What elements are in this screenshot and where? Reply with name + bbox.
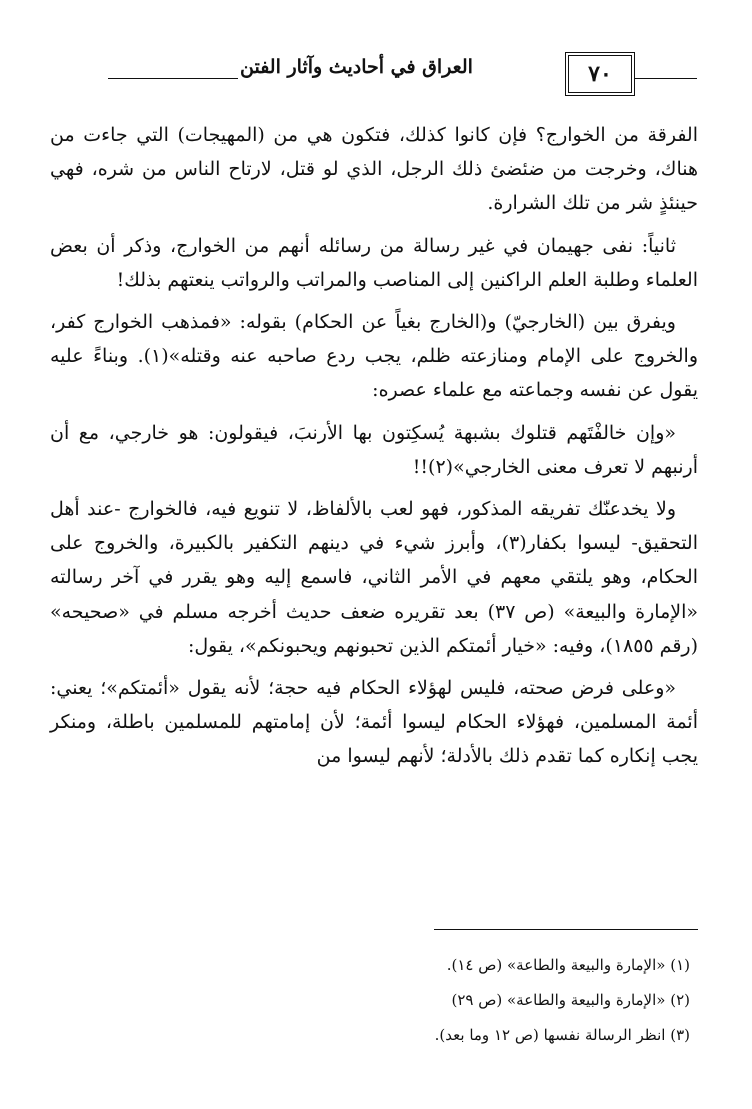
paragraph: ويفرق بين (الخارجيّ) و(الخارج بغياً عن الحكام) بقوله: «فمذهب الخوارج كفر، والخروج على الإمام ومنازعته ظلم، يجب ردع صاحبه عنه وقتله»(١). وبناءً عليه يقول عن نفسه وجماعته مع علماء عصره: <box>50 311 699 402</box>
header-rule-left <box>108 78 238 79</box>
main-text <box>50 118 698 782</box>
paragraph: ثانياً: نفى جهيمان في غير رسالة من رسائله أنهم من الخوارج، وذكر أن بعض العلماء وطلبة العلم الراكنين إلى المناصب والمراتب والرواتب ينعتهم بذلك! <box>50 234 698 291</box>
footnote-divider <box>434 929 698 930</box>
footnote: (٢) «الإمارة والبيعة والطاعة» (ص ٢٩) <box>451 991 690 1009</box>
paragraph: ولا يخدعنّك تفريقه المذكور، فهو لعب بالألفاظ، لا تنويع فيه، فالخوارج -عند أهل التحقيق- ليسوا بكفار(٣)، وأبرز شيء في دينهم التكفير بالكبيرة، والخروج على الحكام، وهو يلتقي معهم في الأمر الثاني، فاسمع إليه وهو يقرر في آخر رسالته «الإمارة والبيعة» (ص ٣٧) بعد تقريره ضعف حديث أخرجه مسلم في «صحيحه» (رقم ١٨٥٥)، وفيه: «خيار أئمتكم الذين تحبونهم ويحبونكم»، يقول: <box>50 498 698 657</box>
page-number: ٧٠ <box>568 55 632 93</box>
header-rule-right <box>635 78 697 79</box>
page-header <box>0 50 752 102</box>
paragraph: الفرقة من الخوارج؟ فإن كانوا كذلك، فتكون هي من (المهيجات) التي جاءت من هناك، وخرجت من ضئضئ ذلك الرجل، الذي لو قتل، لارتاح الناس من شره، فهي حينئذٍ شر من تلك الشرارة. <box>50 124 698 215</box>
running-title: العراق في أحاديث وآثار الفتن <box>240 56 473 78</box>
footnote: (٣) انظر الرسالة نفسها (ص ١٢ وما بعد). <box>434 1026 690 1044</box>
paragraph: «وعلى فرض صحته، فليس لهؤلاء الحكام فيه حجة؛ لأنه يقول «أئمتكم»؛ يعني: أئمة المسلمين، فهؤلاء الحكام ليسوا أئمة؛ لأن إمامتهم للمسلمين باطلة، ومنكر يجب إنكاره كما تقدم ذلك بالأدلة؛ لأنهم ليسوا من <box>50 677 698 768</box>
footnotes <box>50 948 690 1053</box>
footnote: (١) «الإمارة والبيعة والطاعة» (ص ١٤). <box>446 956 690 974</box>
paragraph: «وإن خالفْتَهم قتلوك بشبهة يُسكِتون بها الأرنبَ، فيقولون: هو خارجي، مع أن أرنبهم لا تعرف معنى الخارجي»(٢)!! <box>50 421 698 478</box>
